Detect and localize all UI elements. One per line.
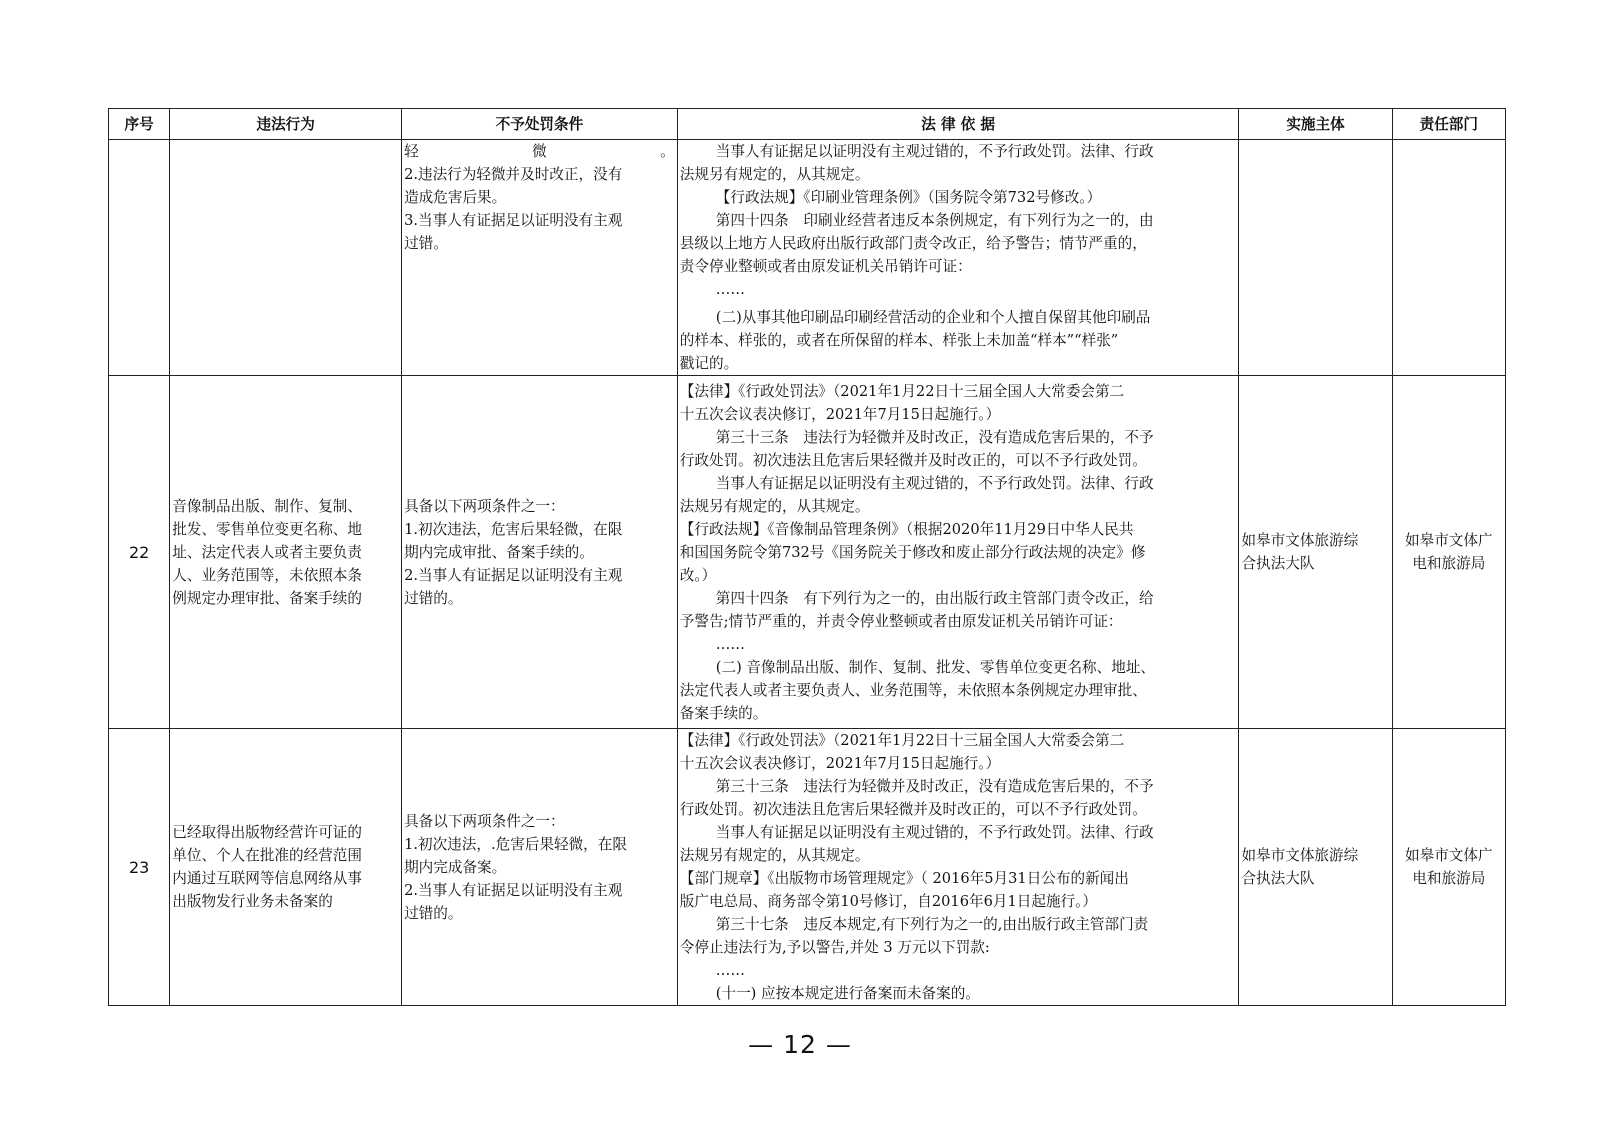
basis-line: 第三十三条 违法行为轻微并及时改正，没有造成危害后果的，不予 bbox=[715, 778, 1154, 795]
legal-basis-cell bbox=[677, 140, 1239, 376]
header-serial: 序号 bbox=[109, 109, 170, 140]
department-cell bbox=[1392, 376, 1505, 729]
condition-line: 过错的。 bbox=[404, 904, 463, 922]
header-violation: 违法行为 bbox=[170, 109, 402, 140]
violation-line: 址、法定代表人或者主要负责 bbox=[172, 543, 362, 561]
condition-line: 造成危害后果。 bbox=[404, 189, 507, 206]
violation-line: 出版物发行业务未备案的 bbox=[172, 893, 333, 910]
basis-line: 当事人有证据足以证明没有主观过错的，不予行政处罚。法律、行政 bbox=[715, 474, 1154, 492]
basis-line: 备案手续的。 bbox=[679, 704, 768, 722]
condition-line: 2.当事人有证据足以证明没有主观 bbox=[404, 881, 623, 899]
conditions-cell bbox=[402, 376, 678, 729]
header-conditions: 不予处罚条件 bbox=[402, 109, 678, 140]
agency-line: 如皋市文体旅游综 bbox=[1241, 532, 1359, 549]
basis-line: 第三十七条 违反本规定,有下列行为之一的,由出版行政主管部门责 bbox=[715, 916, 1149, 933]
violation-line: 内通过互联网等信息网络从事 bbox=[172, 870, 362, 887]
basis-line: 行政处罚。初次违法且危害后果轻微并及时改正的，可以不予行政处罚。 bbox=[679, 801, 1147, 818]
agency-line: 合执法大队 bbox=[1241, 555, 1315, 572]
serial-cell bbox=[109, 140, 170, 376]
legal-basis-cell bbox=[677, 376, 1239, 729]
basis-line: 第四十四条 印刷业经营者违反本条例规定，有下列行为之一的，由 bbox=[715, 212, 1154, 229]
condition-line: 3.当事人有证据足以证明没有主观 bbox=[404, 212, 623, 229]
violation-line: 人、业务范围等，未依照本条 bbox=[172, 566, 362, 584]
department-cell bbox=[1392, 729, 1505, 1006]
header-legal-basis: 法 律 依 据 bbox=[677, 109, 1239, 140]
basis-line: 改。） bbox=[679, 566, 717, 584]
basis-line: 当事人有证据足以证明没有主观过错的，不予行政处罚。法律、行政 bbox=[715, 143, 1154, 160]
violation-cell bbox=[170, 140, 402, 376]
basis-line: 令停止违法行为,予以警告,并处 3 万元以下罚款: bbox=[679, 939, 990, 956]
basis-line: 当事人有证据足以证明没有主观过错的，不予行政处罚。法律、行政 bbox=[715, 824, 1154, 841]
basis-line: 第四十四条 有下列行为之一的，由出版行政主管部门责令改正，给 bbox=[715, 589, 1154, 607]
condition-line: 1.初次违法，.危害后果轻微，在限 bbox=[404, 835, 627, 853]
table-row bbox=[109, 729, 1506, 1006]
header-department: 责任部门 bbox=[1392, 109, 1505, 140]
basis-line: 法规另有规定的，从其规定。 bbox=[679, 166, 870, 183]
basis-line: 【行政法规】《印刷业管理条例》（国务院令第732号修改。） bbox=[715, 189, 1102, 206]
violation-line: 批发、零售单位变更名称、地 bbox=[172, 520, 362, 538]
basis-line: 行政处罚。初次违法且危害后果轻微并及时改正的，可以不予行政处罚。 bbox=[679, 451, 1147, 469]
condition-line: 轻 微 。 bbox=[404, 143, 675, 160]
basis-line: 的样本、样张的，或者在所保留的样本、样张上未加盖“样本”“样张” bbox=[679, 332, 1119, 349]
basis-line: …… bbox=[715, 962, 745, 979]
agency-cell bbox=[1239, 729, 1392, 1006]
basis-line: (二) 音像制品出版、制作、复制、批发、零售单位变更名称、地址、 bbox=[715, 658, 1156, 676]
condition-line: 期内完成备案。 bbox=[404, 858, 507, 876]
department-line: 电和旅游局 bbox=[1412, 555, 1486, 572]
violation-line: 例规定办理审批、备案手续的 bbox=[172, 589, 362, 607]
basis-line: 版广电总局、商务部令第10号修订，自2016年6月1日起施行。） bbox=[679, 893, 1098, 910]
basis-line: 县级以上地方人民政府出版行政部门责令改正，给予警告；情节严重的， bbox=[679, 235, 1147, 252]
conditions-cell bbox=[402, 729, 678, 1006]
condition-line: 过错。 bbox=[404, 235, 448, 252]
condition-line: 过错的。 bbox=[404, 589, 463, 607]
basis-line: …… bbox=[715, 281, 745, 298]
department-line: 如皋市文体广 bbox=[1405, 847, 1493, 864]
department-cell bbox=[1392, 140, 1505, 376]
basis-line: 【部门规章】《出版物市场管理规定》（ 2016年5月31日公布的新闻出 bbox=[679, 870, 1129, 887]
basis-line: 十五次会议表决修订，2021年7月15日起施行。） bbox=[679, 755, 1001, 772]
table-row bbox=[109, 376, 1506, 729]
violation-line: 音像制品出版、制作、复制、 bbox=[172, 497, 362, 515]
agency-cell bbox=[1239, 140, 1392, 376]
basis-line: …… bbox=[715, 635, 745, 653]
condition-line: 2.当事人有证据足以证明没有主观 bbox=[404, 566, 623, 584]
basis-line: 责令停业整顿或者由原发证机关吊销许可证： bbox=[679, 258, 972, 275]
violation-line: 已经取得出版物经营许可证的 bbox=[172, 824, 362, 841]
violation-cell bbox=[170, 729, 402, 1006]
serial-cell: 22 bbox=[109, 376, 170, 729]
basis-line: 和国国务院令第732号《国务院关于修改和废止部分行政法规的决定》修 bbox=[679, 543, 1146, 561]
table-row-continuation bbox=[109, 140, 1506, 376]
basis-line: 法规另有规定的，从其规定。 bbox=[679, 847, 870, 864]
basis-line: 法规另有规定的，从其规定。 bbox=[679, 497, 870, 515]
basis-line: 戳记的。 bbox=[679, 355, 739, 372]
basis-line: 【行政法规】《音像制品管理条例》（根据2020年11月29日中华人民共 bbox=[679, 520, 1134, 538]
basis-line: (十一) 应按本规定进行备案而未备案的。 bbox=[715, 985, 980, 1002]
basis-line: 【法律】《行政处罚法》（2021年1月22日十三届全国人大常委会第二 bbox=[679, 732, 1125, 749]
violation-line: 单位、个人在批准的经营范围 bbox=[172, 847, 362, 864]
legal-basis-cell bbox=[677, 729, 1239, 1006]
condition-line: 期内完成审批、备案手续的。 bbox=[404, 543, 594, 561]
basis-line: 第三十三条 违法行为轻微并及时改正，没有造成危害后果的，不予 bbox=[715, 428, 1154, 446]
condition-line: 1.初次违法，危害后果轻微，在限 bbox=[404, 520, 623, 538]
header-row bbox=[109, 109, 1506, 140]
page-number: — 12 — bbox=[748, 1030, 852, 1059]
agency-line: 合执法大队 bbox=[1241, 870, 1315, 887]
department-line: 电和旅游局 bbox=[1412, 870, 1486, 887]
basis-line: 法定代表人或者主要负责人、业务范围等，未依照本条例规定办理审批、 bbox=[679, 681, 1147, 699]
basis-line: 【法律】《行政处罚法》（2021年1月22日十三届全国人大常委会第二 bbox=[679, 382, 1125, 400]
agency-cell bbox=[1239, 376, 1392, 729]
header-agency: 实施主体 bbox=[1239, 109, 1392, 140]
agency-line: 如皋市文体旅游综 bbox=[1241, 847, 1359, 864]
condition-line: 具备以下两项条件之一： bbox=[404, 812, 565, 830]
department-line: 如皋市文体广 bbox=[1405, 532, 1493, 549]
basis-line: (二)从事其他印刷品印刷经营活动的企业和个人擅自保留其他印刷品 bbox=[715, 309, 1151, 326]
violation-cell bbox=[170, 376, 402, 729]
regulation-table bbox=[108, 108, 1506, 1006]
condition-line: 具备以下两项条件之一： bbox=[404, 497, 565, 515]
serial-cell: 23 bbox=[109, 729, 170, 1006]
conditions-cell bbox=[402, 140, 678, 376]
basis-line: 予警告;情节严重的，并责令停业整顿或者由原发证机关吊销许可证： bbox=[679, 612, 1123, 630]
basis-line: 十五次会议表决修订，2021年7月15日起施行。） bbox=[679, 405, 1001, 423]
condition-line: 2.违法行为轻微并及时改正，没有 bbox=[404, 166, 623, 183]
